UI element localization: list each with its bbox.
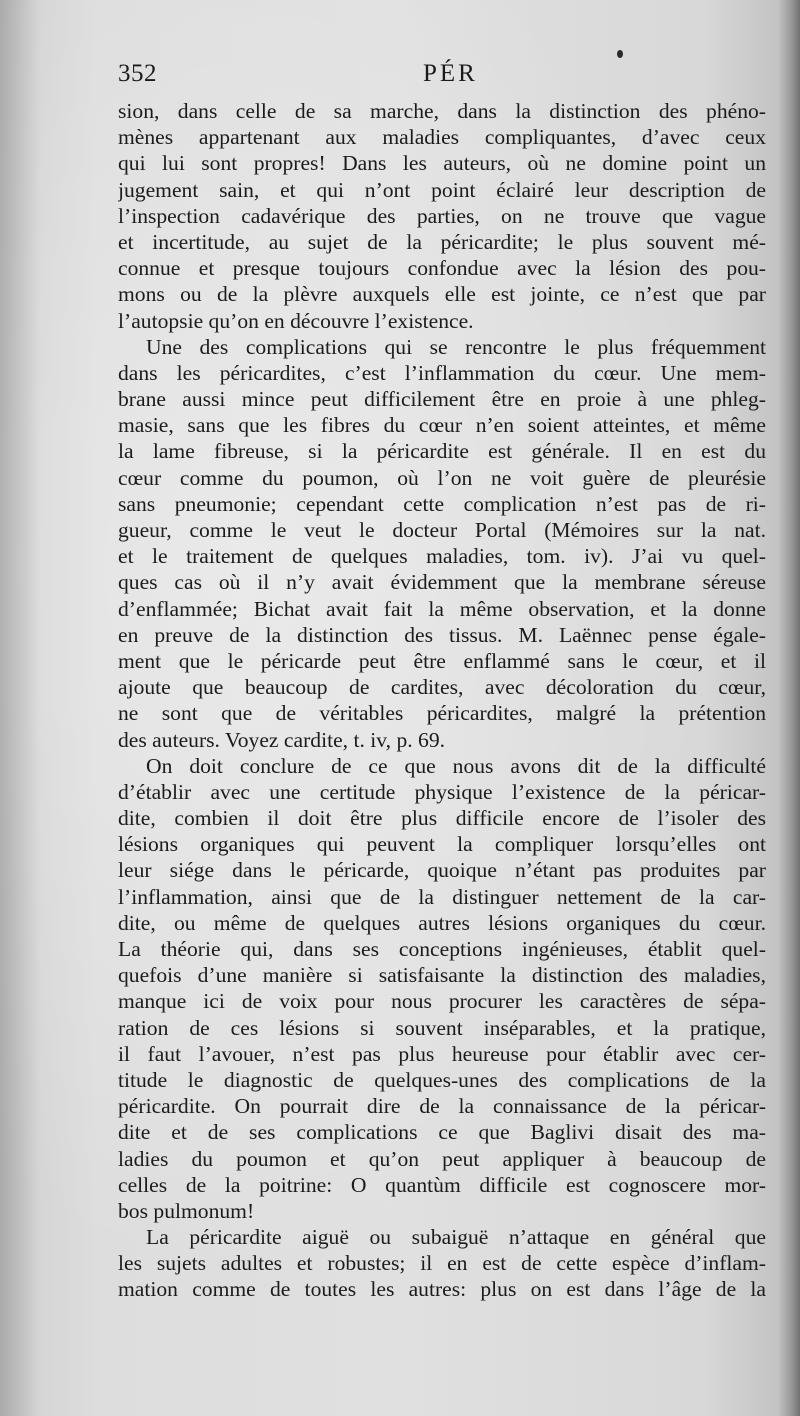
text-line: lésions organiques qui peuvent la compliquer lorsqu’elles ont <box>118 832 766 857</box>
text-line: et incertitude, au sujet de la péricardite; le plus souvent mé- <box>118 229 766 254</box>
text-line: ment que le péricarde peut être enflammé sans le cœur, et il <box>118 648 766 673</box>
text-line: l’inspection cadavérique des parties, on ne trouve que vague <box>118 203 766 228</box>
text-line: la lame fibreuse, si la péricardite est générale. Il en est du <box>118 439 766 464</box>
ink-speck <box>617 50 623 58</box>
text-line: ration de ces lésions si souvent inséparables, et la pratique, <box>118 1015 766 1040</box>
page-edge-shadow <box>778 0 800 1416</box>
text-line: ajoute que beaucoup de cardites, avec décoloration du cœur, <box>118 675 766 700</box>
text-line: cœur comme du poumon, où l’on ne voit guère de pleurésie <box>118 465 766 490</box>
text-line: leur siége dans le péricarde, quoique n’étant pas produites par <box>118 858 766 883</box>
text-line: connue et presque toujours confondue avec la lésion des pou- <box>118 256 766 281</box>
text-line: dans les péricardites, c’est l’inflammation du cœur. Une mem- <box>118 360 766 385</box>
text-line: mènes appartenant aux maladies compliquantes, d’avec ceux <box>118 125 766 150</box>
text-line: l’autopsie qu’on en découvre l’existence. <box>118 308 474 333</box>
gutter-shadow <box>0 0 40 1416</box>
page-header <box>118 60 768 94</box>
text-line: ques cas où il n’y avait évidemment que la membrane séreuse <box>118 570 766 595</box>
text-line: il faut l’avouer, n’est pas plus heureuse pour établir avec cer- <box>118 1041 766 1066</box>
text-line: d’établir avec une certitude physique l’existence de la péricar- <box>118 779 766 804</box>
text-line: On doit conclure de ce que nous avons dit de la difficulté <box>146 753 766 778</box>
text-line-cross-ref: des auteurs. Voyez cardite, t. iv, p. 69. <box>118 727 446 752</box>
text-line-italic-ref: et le traitement de quelques maladies, tom. iv). J’ai vu quel- <box>118 544 766 569</box>
text-line-latin-quote: bos pulmonum! <box>118 1198 255 1223</box>
text-line: La péricardite aiguë ou subaiguë n’attaque en général que <box>146 1225 766 1250</box>
running-head: PÉR <box>423 60 478 87</box>
text-line: qui lui sont propres! Dans les auteurs, où ne domine point un <box>118 151 766 176</box>
text-line: ladies du poumon et qu’on peut appliquer à beaucoup de <box>118 1146 766 1171</box>
text-line: jugement sain, et qui n’ont point éclairé leur description de <box>118 177 766 202</box>
text-line: dite et de ses complications ce que Baglivi disait des ma- <box>118 1120 766 1145</box>
text-line: sans pneumonie; cependant cette complication n’est pas de ri- <box>118 491 766 516</box>
text-line: péricardite. On pourrait dire de la connaissance de la péricar- <box>118 1094 766 1119</box>
text-line: les sujets adultes et robustes; il en est de cette espèce d’inflam- <box>118 1251 766 1276</box>
text-line-italic-ref: gueur, comme le veut le docteur Portal (Mémoires sur la nat. <box>118 518 766 542</box>
text-line: mons ou de la plèvre auxquels elle est jointe, ce n’est que par <box>118 282 766 307</box>
text-line: brane aussi mince peut difficilement être en proie à une phleg- <box>118 387 766 412</box>
text-line: en preuve de la distinction des tissus. M. Laënnec pense égale- <box>118 622 766 647</box>
text-line: manque ici de voix pour nous procurer les caractères de sépa- <box>118 989 766 1014</box>
text-line: dite, combien il doit être plus difficile encore de l’isoler des <box>118 806 766 831</box>
body-text <box>118 98 766 1303</box>
text-line: mation comme de toutes les autres: plus on est dans l’âge de la <box>118 1277 766 1302</box>
text-line: ne sont que de véritables péricardites, malgré la prétention <box>118 701 766 726</box>
text-line: La théorie qui, dans ses conceptions ingénieuses, établit quel- <box>118 937 766 961</box>
text-line: quefois d’une manière si satisfaisante la distinction des maladies, <box>118 963 766 988</box>
text-line-latin-quote: celles de la poitrine: O quantùm difficile est cognoscere mor- <box>118 1172 766 1197</box>
text-line: sion, dans celle de sa marche, dans la distinction des phéno- <box>118 99 766 123</box>
text-line: titude le diagnostic de quelques-unes des complications de la <box>118 1067 766 1092</box>
text-line: Une des complications qui se rencontre le plus fréquemment <box>146 334 766 359</box>
text-line: dite, ou même de quelques autres lésions organiques du cœur. <box>118 910 766 935</box>
text-line: l’inflammation, ainsi que de la distinguer nettement de la car- <box>118 884 766 909</box>
text-line: masie, sans que les fibres du cœur n’en soient atteintes, et même <box>118 413 766 438</box>
text-line: d’enflammée; Bichat avait fait la même observation, et la donne <box>118 596 766 621</box>
page-number: 352 <box>118 60 157 87</box>
